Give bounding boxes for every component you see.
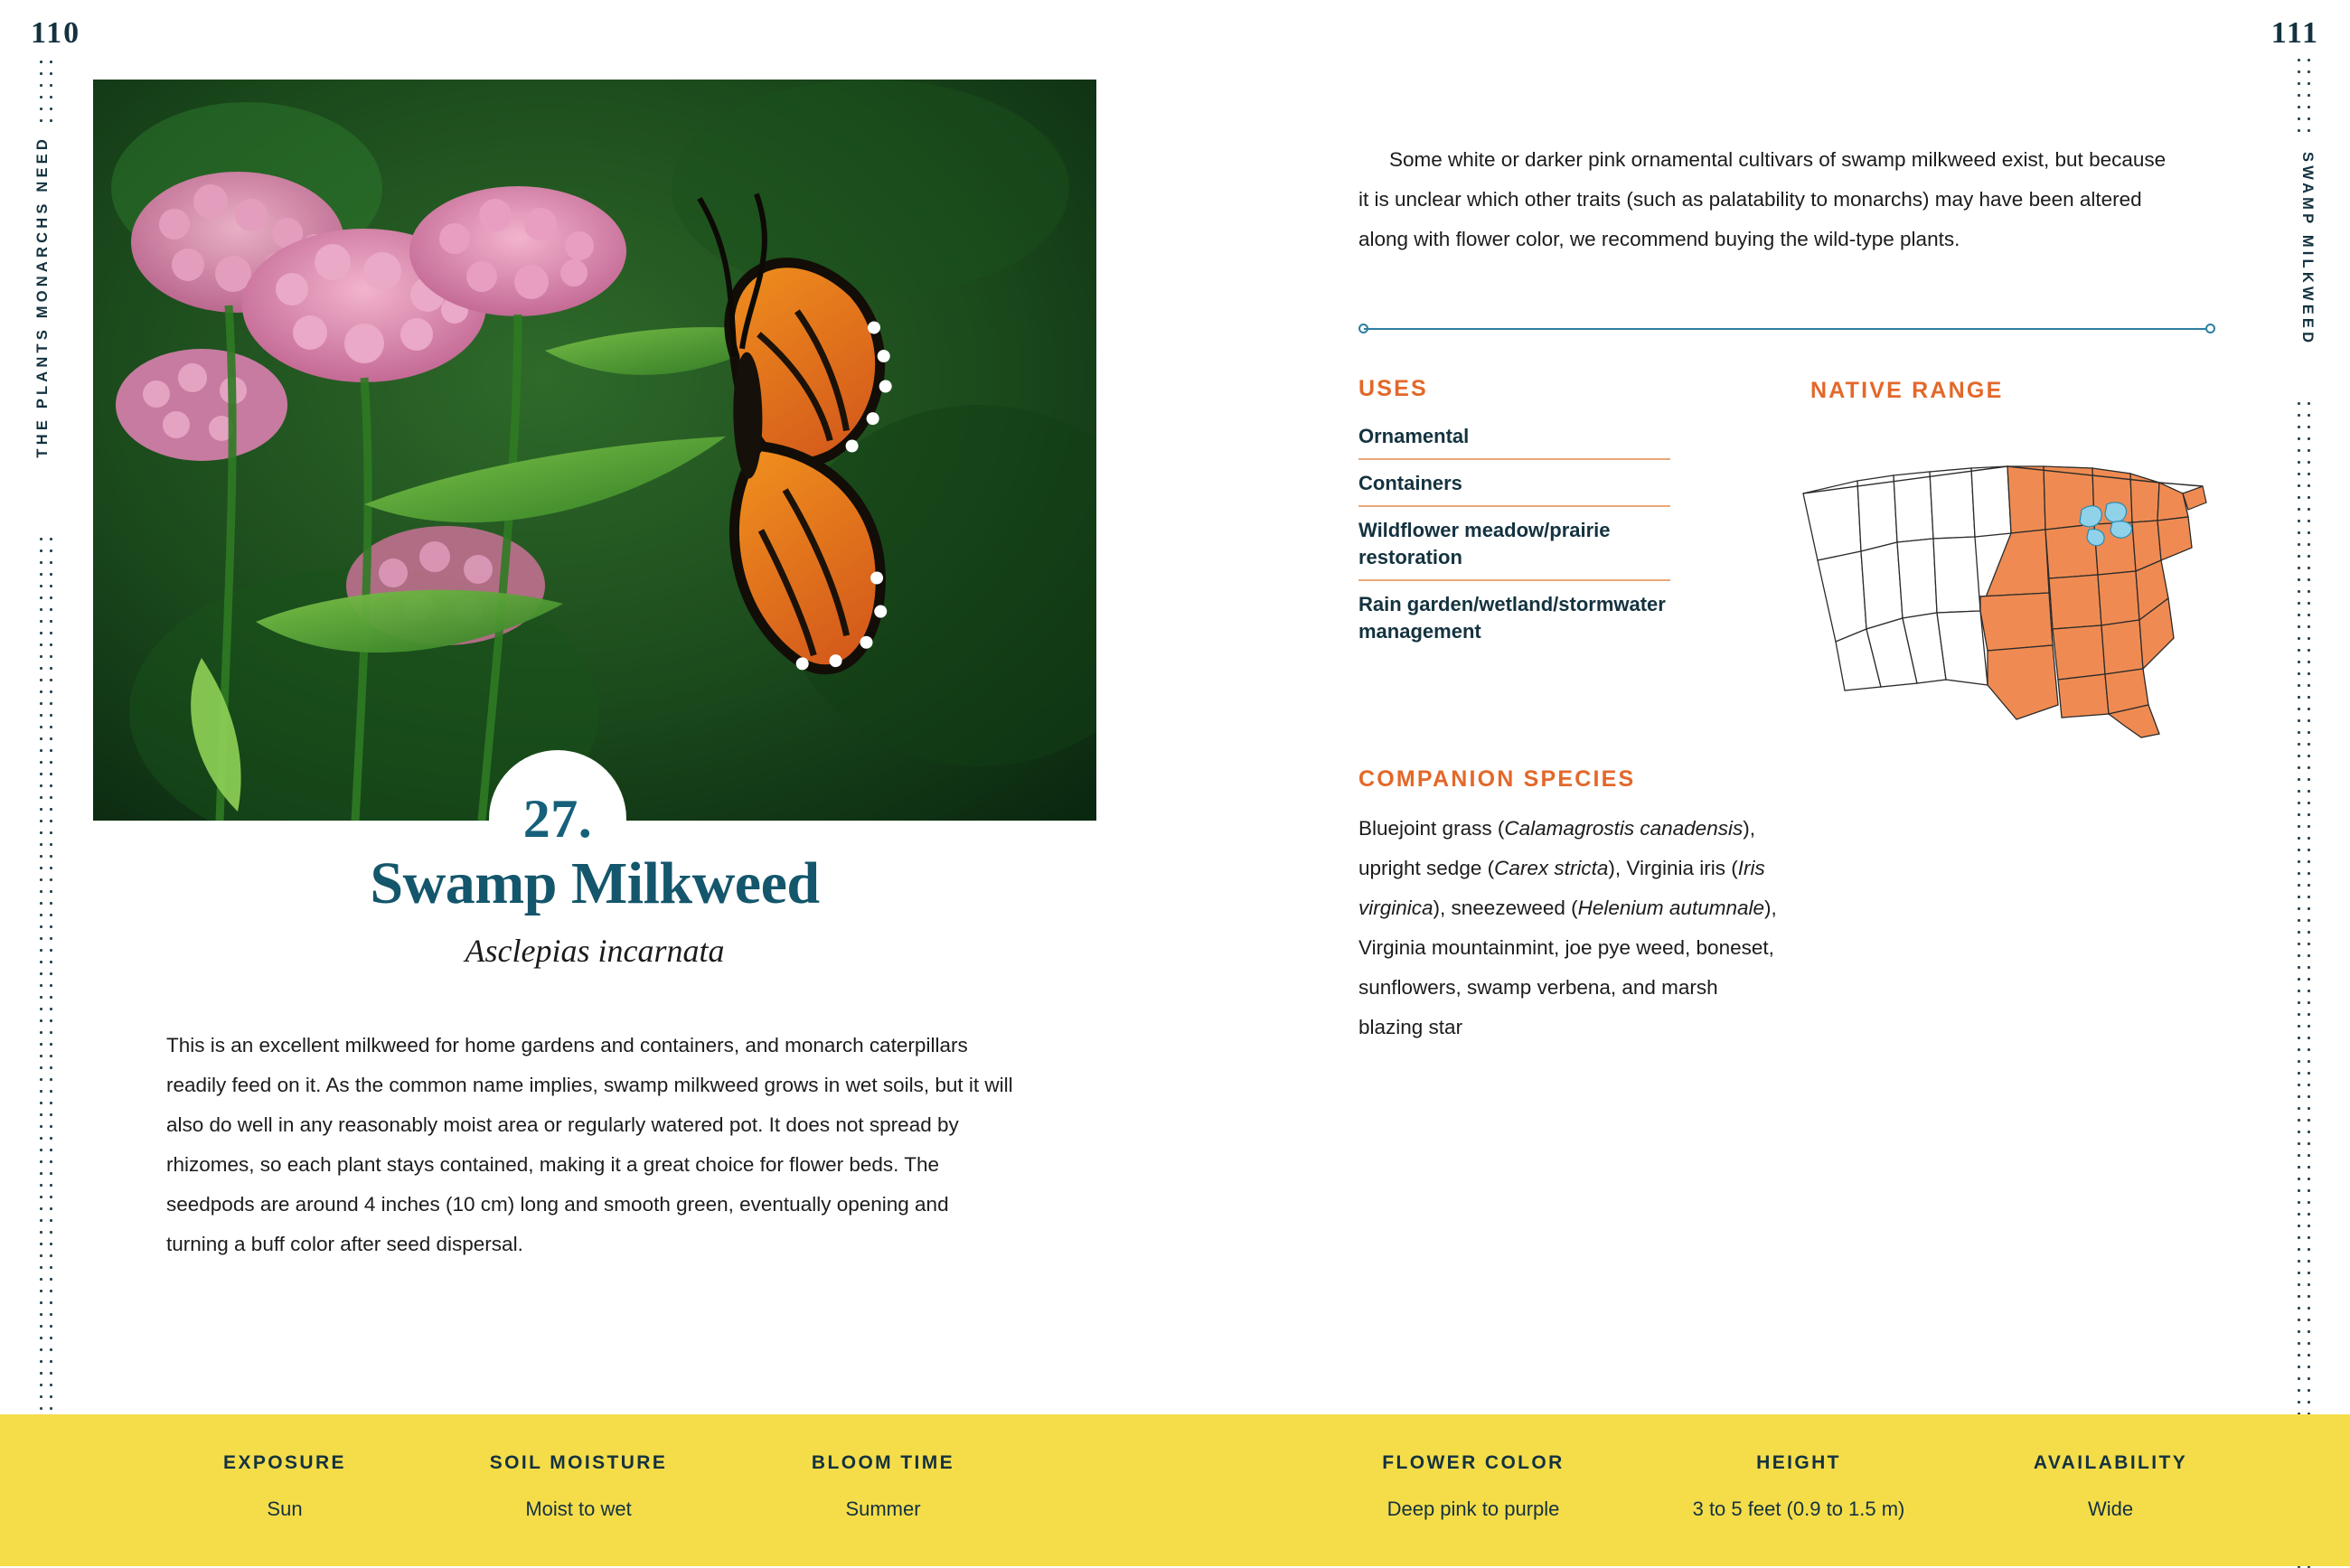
common-name: Swamp Milkweed <box>370 850 820 916</box>
companion-species-text: Bluejoint grass (Calamagrostis canadensis), upright sedge (Carex stricta), Virginia iris (Iris virginica), sneezeweed (Helenium autumnale), Virginia mountainmint, joe pye weed, boneset, sunflowers, swamp verbena, and marsh blazing star <box>1358 817 1777 1038</box>
uses-list <box>1358 418 1670 653</box>
page-number-left: 110 <box>31 16 81 50</box>
running-head-right: SWAMP MILKWEED <box>2299 152 2316 347</box>
native-range-heading: NATIVE RANGE <box>1810 378 2004 403</box>
page-number-right: 111 <box>2270 16 2319 50</box>
dotted-rule-right-bottom <box>2294 398 2314 1568</box>
uses-item: Wildflower meadow/prairie restoration <box>1358 505 1670 579</box>
fact-soil-moisture <box>425 1452 732 1521</box>
species-photo <box>93 80 1096 821</box>
uses-item: Containers <box>1358 458 1670 505</box>
fact-flower-color <box>1311 1452 1636 1521</box>
dotted-rule-left-bottom <box>36 533 56 1568</box>
entry-number: 27. <box>522 788 593 849</box>
companion-species-heading: COMPANION SPECIES <box>1358 766 1636 792</box>
divider-line <box>1364 328 2210 330</box>
dotted-rule-right-top <box>2294 54 2314 136</box>
running-head-left: THE PLANTS MONARCHS NEED <box>34 136 51 458</box>
fact-value: Wide <box>2087 1498 2134 1520</box>
fact-bar <box>0 1414 2350 1566</box>
left-body-text: This is an excellent milkweed for home gardens and containers, and monarch caterpillars readily feed on it. As the common name implies, swamp milkweed grows in wet soils, but it will also do well in any reasonably moist area or regularly watered pot. It does not spread by rhizomes, so each plant stays contained, making it a great choice for flower beds. The seedpods are around 4 inches (10 cm) long and smooth green, eventually opening and turning a buff color after seed dispersal. <box>166 1034 1013 1255</box>
fact-availability <box>1961 1452 2260 1521</box>
fact-value: Sun <box>267 1498 303 1520</box>
right-intro-text: Some white or darker pink ornamental cultivars of swamp milkweed exist, but because it is unclear which other traits (such as palatability to monarchs) may have been altered along with flower color, we recommend buying the wild-type plants. <box>1358 148 2167 250</box>
fact-label: EXPOSURE <box>223 1452 346 1473</box>
fact-value: Deep pink to purple <box>1386 1498 1560 1520</box>
fact-label: AVAILABILITY <box>2033 1452 2188 1473</box>
fact-exposure <box>145 1452 425 1521</box>
fact-value: Summer <box>845 1498 921 1520</box>
fact-label: SOIL MOISTURE <box>489 1452 668 1473</box>
dotted-rule-left-top <box>36 56 56 130</box>
fact-value: 3 to 5 feet (0.9 to 1.5 m) <box>1692 1498 1905 1520</box>
uses-heading: USES <box>1358 376 1428 401</box>
fact-label: BLOOM TIME <box>811 1452 955 1473</box>
uses-item: Ornamental <box>1358 425 1470 447</box>
fact-bloom-time <box>734 1452 1032 1521</box>
section-divider <box>1358 324 2215 334</box>
fact-label: HEIGHT <box>1756 1452 1841 1473</box>
native-range-map <box>1794 416 2219 741</box>
fact-height <box>1636 1452 1961 1521</box>
divider-cap-right <box>2205 324 2215 333</box>
fact-label: FLOWER COLOR <box>1382 1452 1565 1473</box>
uses-item: Rain garden/wetland/stormwater management <box>1358 579 1670 653</box>
fact-value: Moist to wet <box>525 1498 632 1520</box>
scientific-name: Asclepias incarnata <box>465 933 725 969</box>
